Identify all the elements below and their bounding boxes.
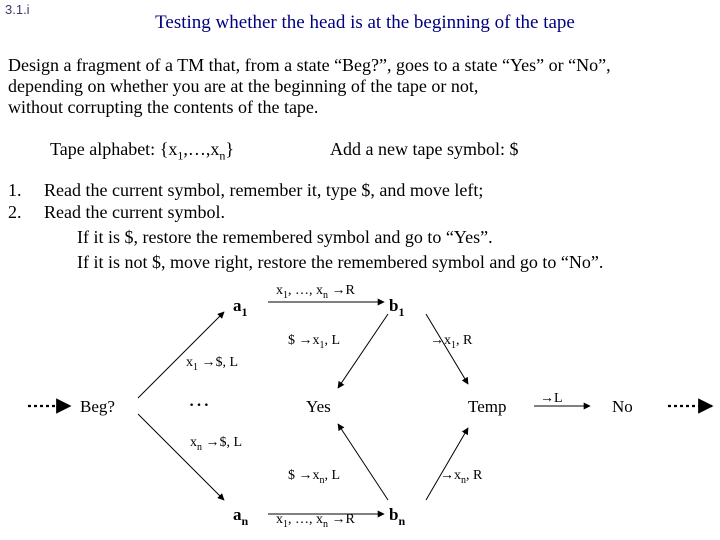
intro-line-2: depending on whether you are at the beginning of the tape or not, (8, 76, 479, 96)
state-beg: Beg? (80, 397, 115, 416)
label-b1-yes: $ $\to x_1$, L (288, 333, 341, 351)
state-bn: $b_n$ (389, 505, 406, 528)
substep-yes: If it is $, restore the remembered symbol and go to “Yes”. (77, 227, 493, 247)
edge-b1-temp (426, 314, 468, 384)
edge-bn-yes (338, 424, 388, 500)
edge-bn-temp (426, 428, 468, 500)
label-beg-a1: $x_1$ →$, L (186, 355, 239, 373)
label-beg-an: $x_n$ →$, L (190, 435, 243, 453)
substep-no: If it is not $, move right, restore the remembered symbol and go to “No”. (77, 252, 604, 272)
slide-title: Testing whether the head is at the beginning of the tape (155, 12, 575, 33)
state-an: $a_n$ (233, 505, 249, 528)
step-1-text: Read the current symbol, remember it, type $, and move left; (44, 180, 484, 200)
state-no: No (612, 397, 633, 416)
edge-b1-yes (338, 314, 388, 388)
step-2-text: Read the current symbol. (44, 202, 225, 222)
state-yes: Yes (306, 397, 331, 416)
intro-line-3: without corrupting the contents of the tape. (8, 97, 319, 117)
step-1-number: 1. (8, 180, 22, 200)
edge-beg-an (138, 414, 224, 500)
label-a1-b1: $x_1$, …, $x_n \to R$ (276, 283, 355, 301)
step-2-number: 2. (8, 202, 22, 222)
label-bn-yes: $ $\to x_n$, L (288, 468, 341, 486)
tape-alphabet: Tape alphabet: $\{x_1,\dots,x_n\}$ (50, 139, 234, 163)
slide-number: 3.1.i (5, 2, 30, 17)
state-b1: $b_1$ (389, 296, 405, 319)
label-b1-temp: $\to x_1$, R (430, 333, 473, 351)
label-bn-temp: $\to x_n$, R (440, 468, 483, 486)
state-a1: $a_1$ (233, 296, 248, 319)
state-temp: Temp (468, 397, 507, 416)
label-an-bn: $x_1$, …, $x_n \to R$ (276, 512, 355, 530)
state-dots: … (188, 386, 210, 411)
intro-line-1: Design a fragment of a TM that, from a state “Beg?”, goes to a state “Yes” or “No”, (8, 55, 611, 75)
new-tape-symbol: Add a new tape symbol: $ (330, 139, 519, 159)
label-temp-no: →L (540, 391, 563, 406)
